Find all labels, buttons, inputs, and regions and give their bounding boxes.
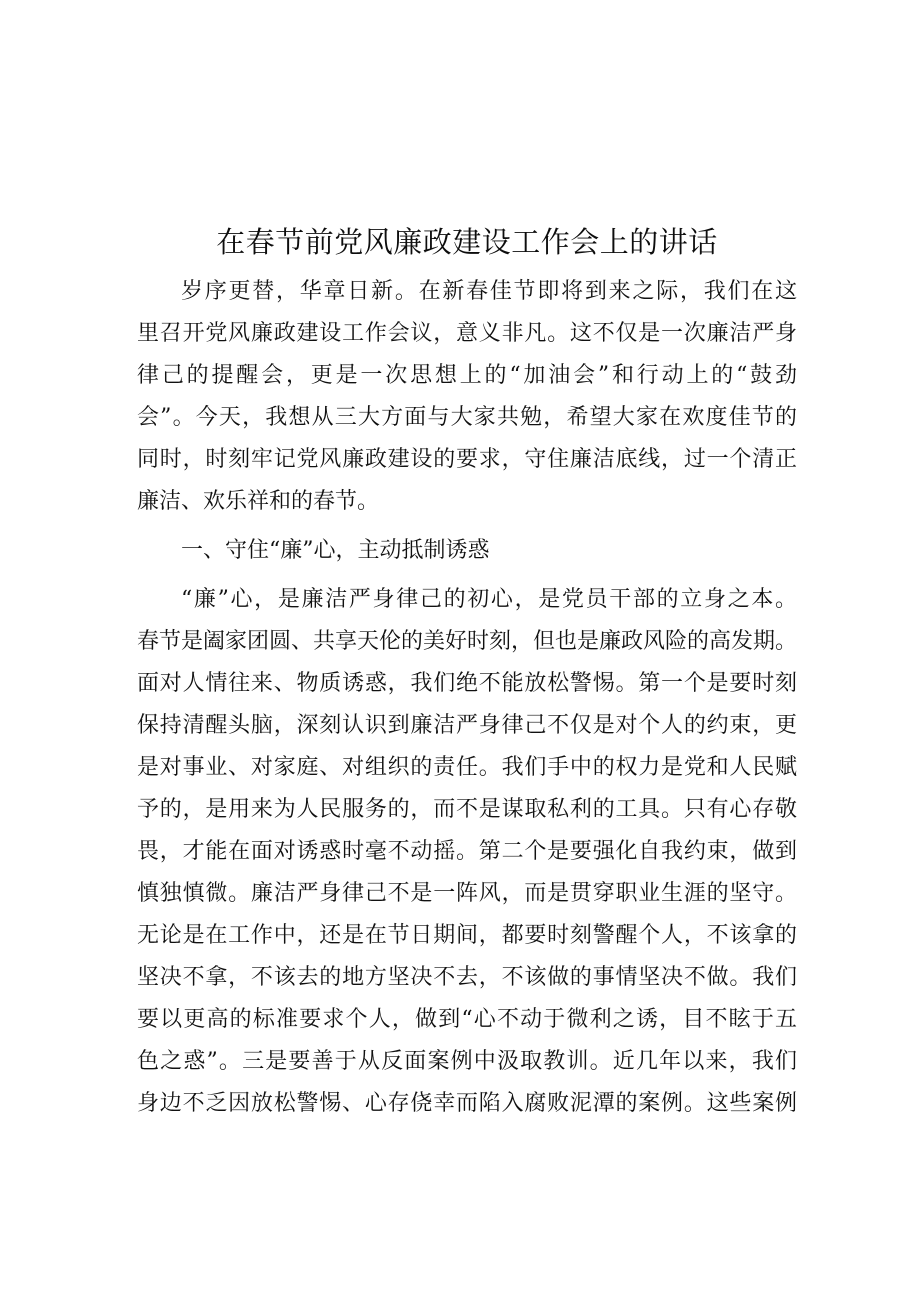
paragraph-line: 保持清醒头脑，深刻认识到廉洁严身律己不仅是对个人的约束，更 xyxy=(137,713,797,738)
paragraph-line: 坚决不拿，不该去的地方坚决不去，不该做的事情坚决不做。我们 xyxy=(137,965,797,990)
paragraph-line: 廉洁、欢乐祥和的春节。 xyxy=(137,489,380,514)
paragraph-line: 要以更高的标准要求个人，做到“心不动于微利之诱，目不眩于五 xyxy=(137,1007,797,1032)
paragraph-line: 是对事业、对家庭、对组织的责任。我们手中的权力是党和人民赋 xyxy=(137,755,797,780)
paragraph-line: 予的，是用来为人民服务的，而不是谋取私利的工具。只有心存敬 xyxy=(137,797,797,822)
opening-paragraph xyxy=(137,271,797,523)
paragraph-line: 色之惑”。三是要善于从反面案例中汲取教训。近几年以来，我们 xyxy=(137,1049,797,1074)
paragraph-line: 岁序更替，华章日新。在新春佳节即将到来之际，我们在这 xyxy=(181,279,797,304)
paragraph-line: 面对人情往来、物质诱惑，我们绝不能放松警惕。第一个是要时刻 xyxy=(137,671,797,696)
paragraph-line: 会”。今天，我想从三大方面与大家共勉，希望大家在欢度佳节的 xyxy=(137,405,797,430)
paragraph-line: 春节是阖家团圆、共享天伦的美好时刻，但也是廉政风险的高发期。 xyxy=(137,629,797,654)
document-title: 在春节前党风廉政建设工作会上的讲话 xyxy=(216,225,718,259)
section-paragraph xyxy=(137,579,797,1125)
paragraph-line: 慎独慎微。廉洁严身律己不是一阵风，而是贯穿职业生涯的坚守。 xyxy=(137,881,797,906)
section-heading: 一、守住“廉”心，主动抵制诱惑 xyxy=(181,538,490,563)
paragraph-line: 无论是在工作中，还是在节日期间，都要时刻警醒个人，不该拿的 xyxy=(137,923,797,948)
paragraph-line: “廉”心，是廉洁严身律己的初心，是党员干部的立身之本。 xyxy=(181,587,797,612)
paragraph-line: 身边不乏因放松警惕、心存侥幸而陷入腐败泥潭的案例。这些案例 xyxy=(137,1091,797,1116)
paragraph-line: 里召开党风廉政建设工作会议，意义非凡。这不仅是一次廉洁严身 xyxy=(137,321,797,346)
paragraph-line: 畏，才能在面对诱惑时毫不动摇。第二个是要强化自我约束，做到 xyxy=(137,839,797,864)
paragraph-line: 律己的提醒会，更是一次思想上的“加油会”和行动上的“鼓劲 xyxy=(137,363,797,388)
paragraph-line: 同时，时刻牢记党风廉政建设的要求，守住廉洁底线，过一个清正 xyxy=(137,447,797,472)
